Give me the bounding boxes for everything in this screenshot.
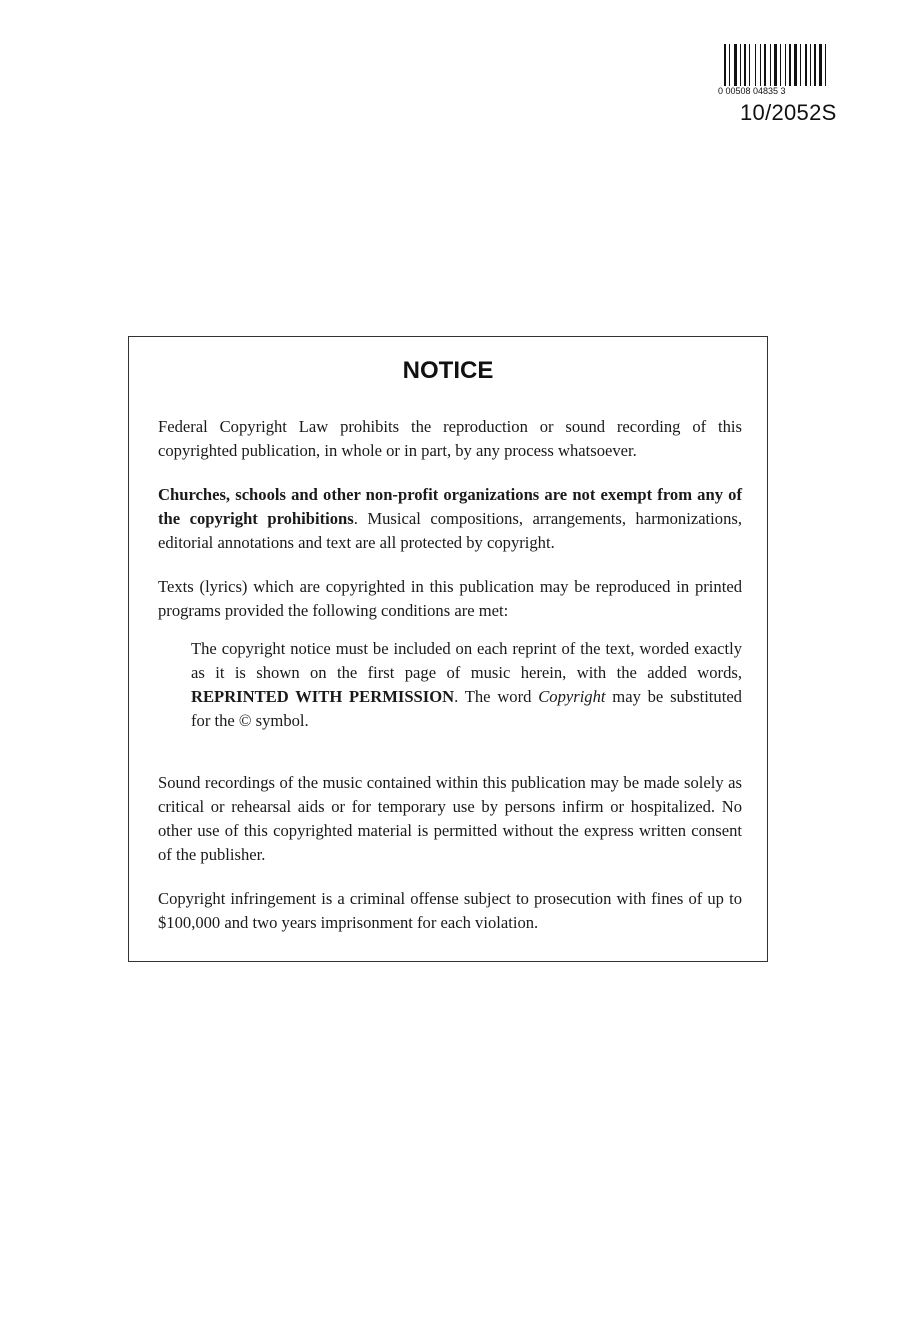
- barcode: [716, 44, 868, 100]
- copyright-word: Copyright: [538, 687, 606, 706]
- notice-paragraph-federal-law: Federal Copyright Law prohibits the reproduction or sound recording of this copyrighted publication, in whole or in part, by any process whatsoever.: [158, 417, 742, 460]
- conditions-text-c: may be substituted for the © symbol.: [191, 687, 742, 730]
- notice-paragraph-infringement: Copyright infringement is a criminal offense subject to prosecution with fines of up to $100,000 and two years imprisonment for each violation.: [158, 889, 742, 932]
- barcode-bar: [789, 44, 791, 86]
- barcode-bar: [810, 44, 811, 86]
- barcode-digits: 0 00508 04835 3: [718, 86, 786, 96]
- nonprofit-emphasis: Churches, schools and other non-profit organizations are not exempt from any of the copyright prohibitions: [158, 485, 742, 528]
- notice-paragraph-conditions: [191, 637, 742, 733]
- barcode-bar: [794, 44, 797, 86]
- barcode-bar: [740, 44, 741, 86]
- barcode-bar: [734, 44, 737, 86]
- conditions-text-b: . The word: [454, 687, 539, 706]
- notice-title: NOTICE: [402, 357, 494, 384]
- nonprofit-rest: . Musical compositions, arrangements, harmonizations, editorial annotations and text are all protected by copyright.: [158, 509, 742, 552]
- barcode-bar: [785, 44, 786, 86]
- barcode-bar: [760, 44, 761, 86]
- barcode-bar: [729, 44, 730, 86]
- barcode-graphic: [716, 44, 868, 100]
- barcode-bar: [800, 44, 801, 86]
- barcode-bar: [805, 44, 807, 86]
- barcode-bar: [749, 44, 750, 86]
- barcode-bar: [774, 44, 777, 86]
- catalog-number: 10/2052S: [740, 100, 837, 125]
- barcode-bar: [770, 44, 771, 86]
- copyright-notice-box: [128, 336, 768, 962]
- barcode-bar: [819, 44, 822, 86]
- barcode-bar: [764, 44, 766, 86]
- barcode-bar: [724, 44, 726, 86]
- reprinted-with-permission: REPRINTED WITH PERMISSION: [191, 687, 455, 706]
- barcode-bar: [814, 44, 816, 86]
- notice-paragraph-nonprofits: [158, 483, 742, 555]
- barcode-bar: [825, 44, 826, 86]
- conditions-text-a: The copyright notice must be included on each reprint of the text, worded exactly as it is shown on the first page of music herein, with the added words,: [191, 639, 742, 682]
- barcode-bar: [744, 44, 746, 86]
- notice-paragraph-texts: Texts (lyrics) which are copyrighted in this publication may be reproduced in printed programs provided the following conditions are met:: [158, 577, 742, 620]
- barcode-bar: [755, 44, 756, 86]
- barcode-bar: [780, 44, 781, 86]
- notice-paragraph-sound-recordings: Sound recordings of the music contained within this publication may be made solely as critical or rehearsal aids or for temporary use by persons infirm or hospitalized. No other use of this copyrighted material is permitted without the express written consent of the publisher.: [158, 773, 742, 864]
